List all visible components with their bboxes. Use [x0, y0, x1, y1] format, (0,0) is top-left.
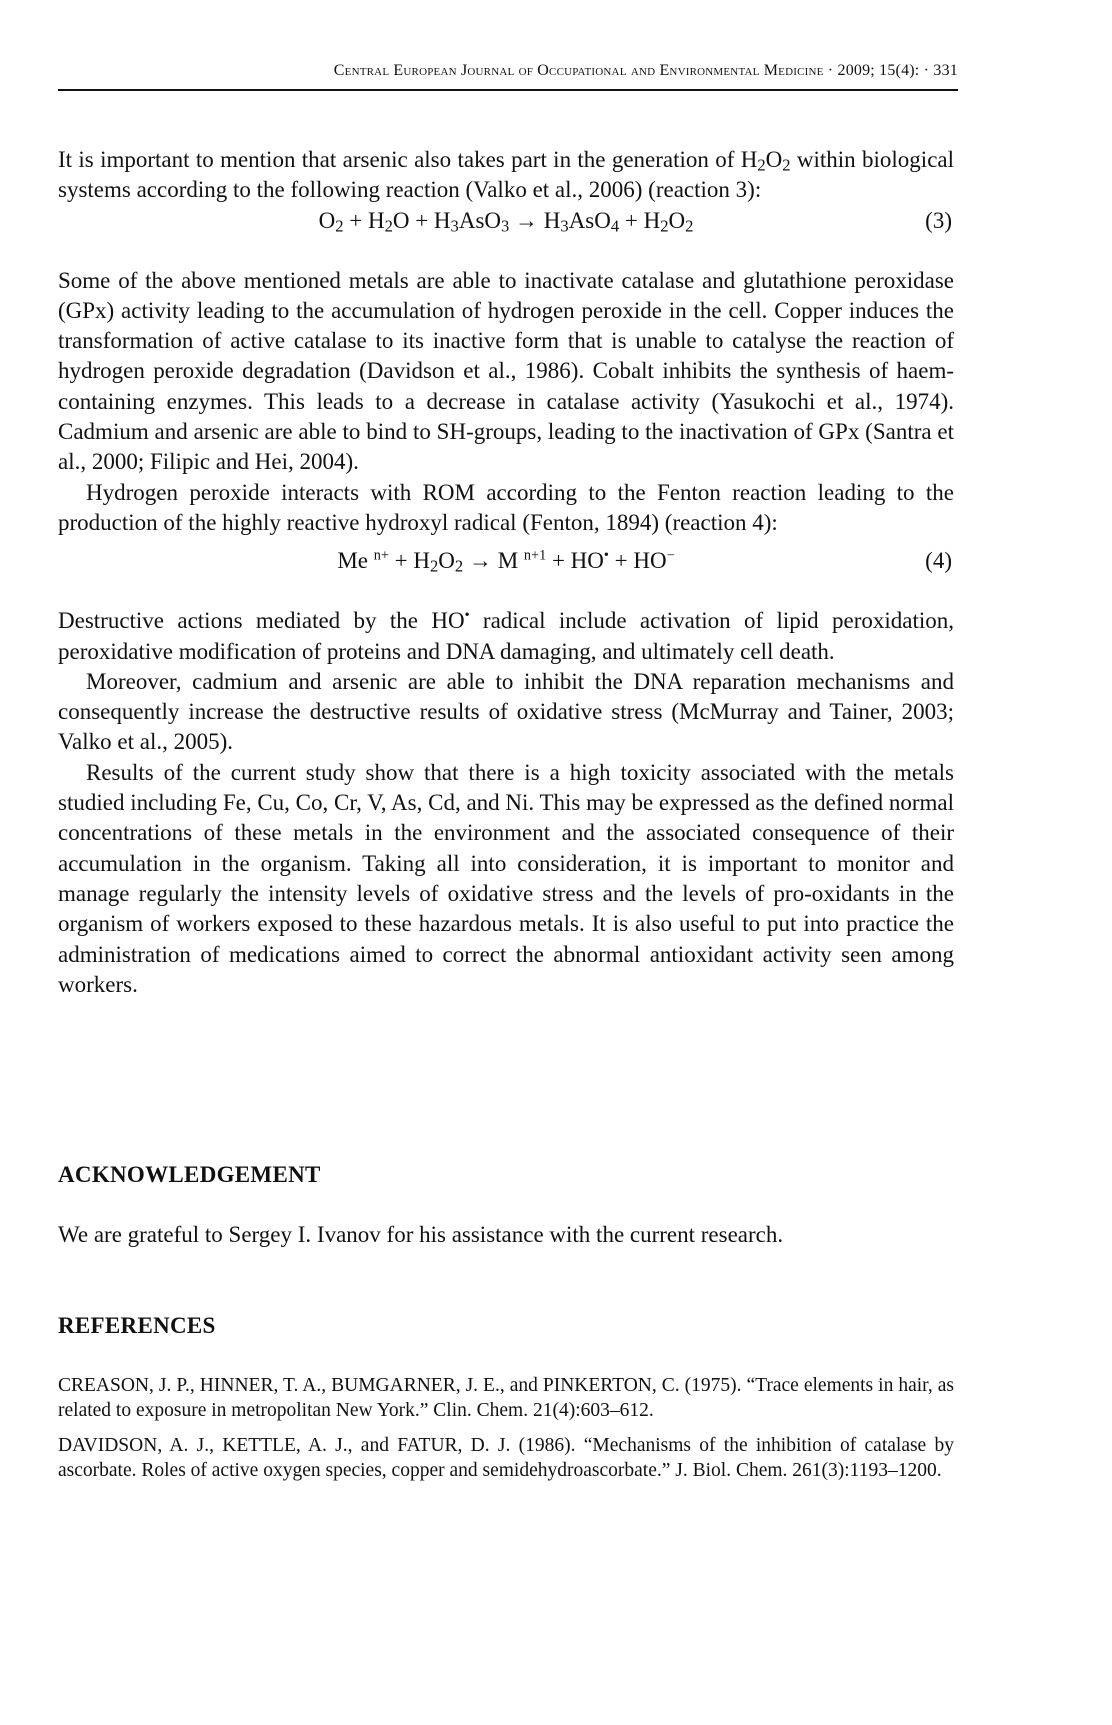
acknowledgement-heading: ACKNOWLEDGEMENT: [58, 1162, 321, 1187]
acknowledgement-text: We are grateful to Sergey I. Ivanov for his assistance with the current research.: [58, 1222, 784, 1247]
reaction-3-formula: $O_2 + H_2O + H_3AsO_3 \to H_3AsO_4 + H_2O_2$: [318, 207, 694, 236]
references-heading: REFERENCES: [58, 1313, 216, 1338]
running-header: [58, 62, 958, 80]
paragraph-metals: Some of the above mentioned metals are able to inactivate catalase and glutathione peroxidase (GPx) activity leading to the accumulation of hydrogen peroxide in the cell. Copper induces the transformation of active catalase to its inactive form that is unable to catalyse the reaction of hydrogen peroxide degradation (Davidson et al., 1986). Cobalt inhibits the synthesis of haem-containing enzymes. This leads to a decrease in catalase activity (Yasukochi et al., 1974). Cadmium and arsenic are able to bind to SH-groups, leading to the inactivation of GPx (Santra et al., 2000; Filipic and Hei, 2004).: [58, 267, 954, 475]
main-body: [58, 145, 954, 1000]
reference-item: DAVIDSON, A. J., KETTLE, A. J., and FATUR, D. J. (1986). “Mechanisms of the inhibition of catalase by ascorbate. Roles of active oxygen species, copper and semidehydroascorbate.” J. Biol. Chem. 261(3):1193–1200.: [58, 1435, 954, 1481]
paragraph-destructive: Destructive actions mediated by the HO• radical include activation of lipid peroxidation, peroxidative modification of proteins and DNA damaging, and ultimately cell death.: [58, 607, 955, 664]
references-list: [58, 1373, 954, 1493]
page-separator: ·: [923, 62, 930, 79]
paragraph-fenton: Hydrogen peroxide interacts with ROM according to the Fenton reaction leading to the production of the highly reactive hydroxyl radical (Fenton, 1894) (reaction 4):: [58, 479, 954, 535]
volume-info: 2009; 15(4):: [837, 62, 920, 79]
paragraph-results: Results of the current study show that there is a high toxicity associated with the metals studied including Fe, Cu, Co, Cr, V, As, Cd, and Ni. This may be expressed as the defined normal concentrations of these metals in the environment and the associated consequence of their accumulation in the organism. Taking all into consideration, it is important to monitor and manage regularly the intensity levels of oxidative stress and the levels of pro-oxidants in the organism of workers exposed to these hazardous metals. It is also useful to put into practice the administration of medications aimed to correct the abnormal antioxidant activity seen among workers.: [58, 759, 954, 997]
journal-title: Central European Journal of Occupational and Environmental Medicine: [333, 62, 824, 79]
header-separator: ·: [827, 62, 834, 79]
reaction-4-formula: Me $^{n+} + H_2O_2 \to M$ $^{n+1}$ + HO• + HO−: [337, 547, 675, 576]
paragraph-moreover: Moreover, cadmium and arsenic are able to inhibit the DNA reparation mechanisms and consequently increase the destructive results of oxidative stress (McMurray and Tainer, 2003; Valko et al., 2005).: [58, 668, 954, 755]
reaction-3: [58, 206, 954, 236]
reaction-3-number: (3): [925, 207, 952, 233]
header-rule: [58, 89, 958, 91]
reference-item: CREASON, J. P., HINNER, T. A., BUMGARNER, J. E., and PINKERTON, C. (1975). “Trace elements in hair, as related to exposure in metropolitan New York.” Clin. Chem. 21(4):603–612.: [58, 1375, 954, 1421]
reaction-4-number: (4): [925, 548, 952, 574]
reaction-4: [58, 546, 954, 576]
page-number: 331: [933, 62, 958, 79]
intro-paragraph: It is important to mention that arsenic also takes part in the generation of $H_2O_2$ within biological systems according to the following reaction (Valko et al., 2006) (reaction 3):: [58, 147, 955, 203]
